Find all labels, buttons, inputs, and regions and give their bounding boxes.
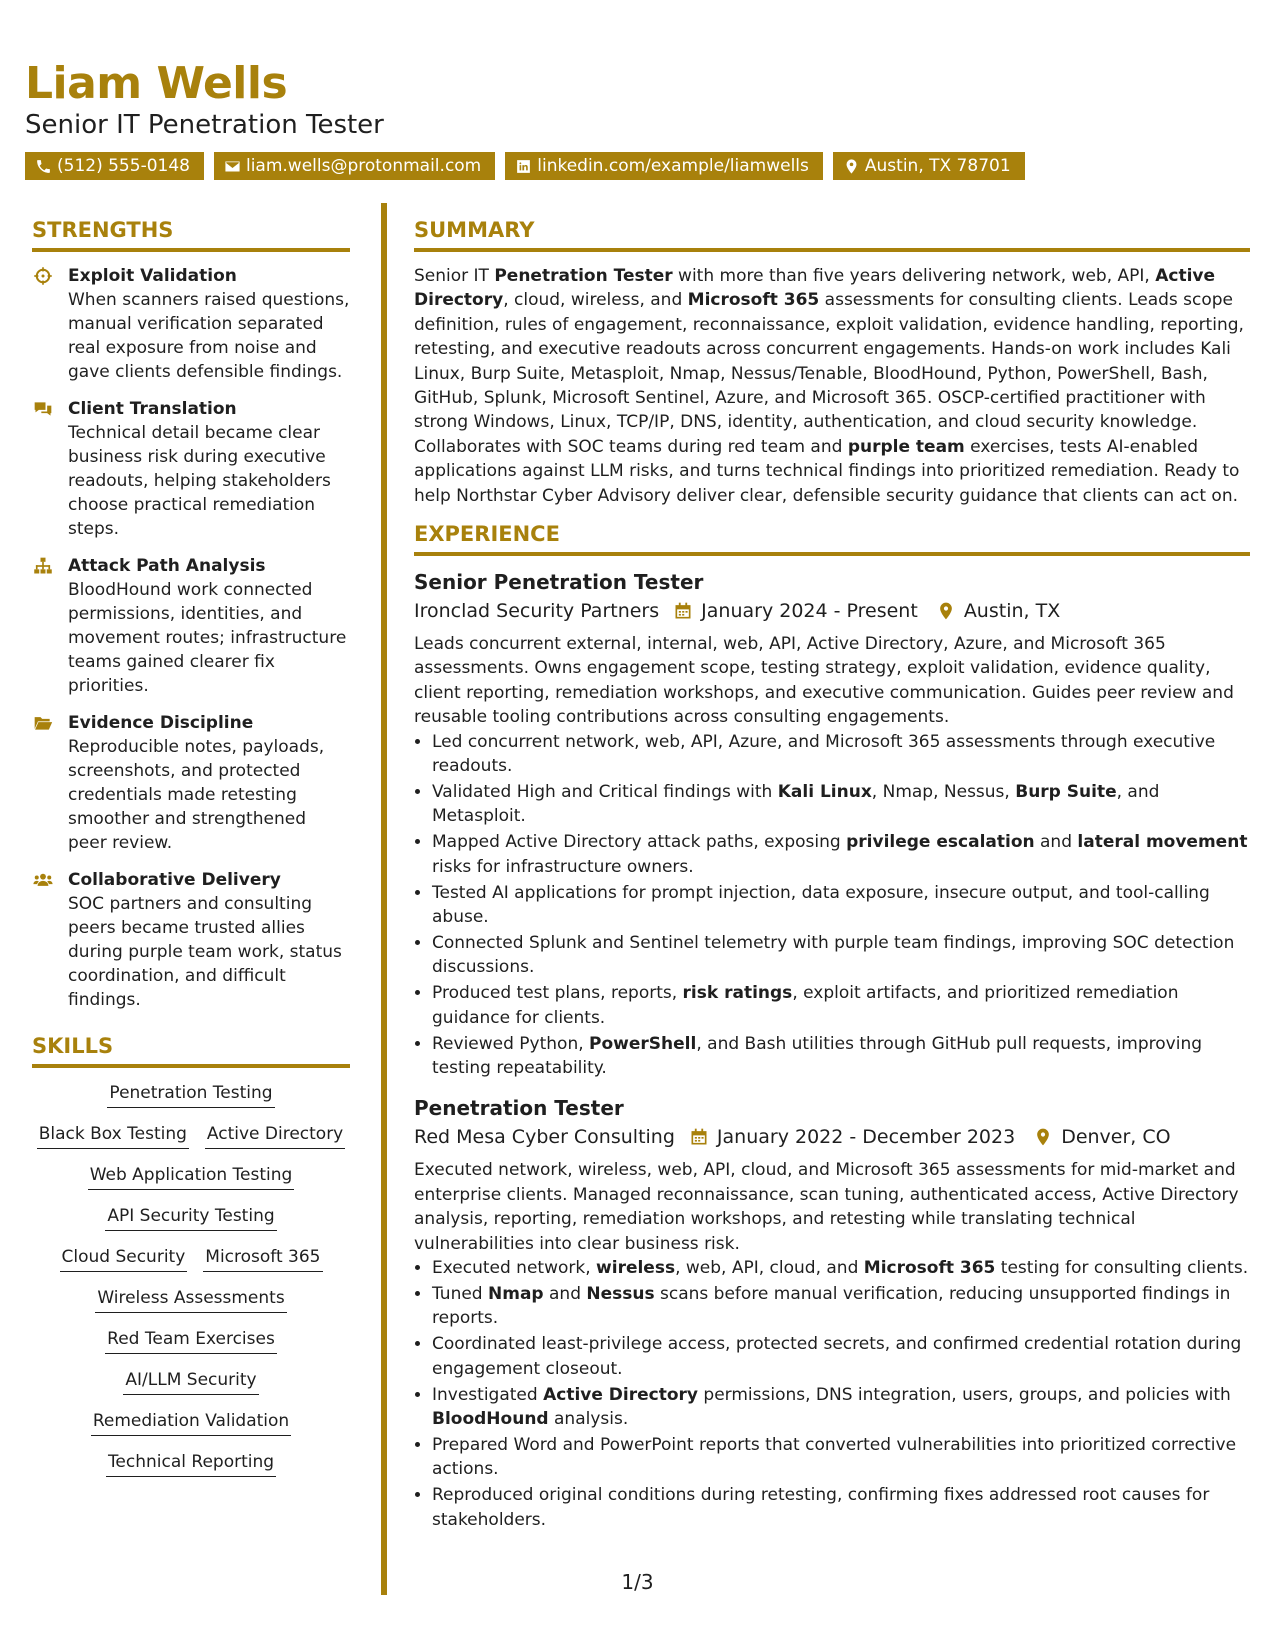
sitemap-icon [32, 556, 54, 576]
strength-desc: When scanners raised questions, manual verification separated real exposure from noise and gave clients defensible findings. [68, 290, 350, 382]
strength-desc: Reproducible notes, payloads, screenshots, and protected credentials made retesting smoother and strengthened peer review. [68, 737, 325, 853]
contact-location-text: Austin, TX 78701 [864, 156, 1011, 176]
users-icon [32, 870, 54, 890]
right-column [414, 218, 1250, 1546]
summary-text [414, 264, 1250, 508]
bullet-item [432, 881, 1250, 930]
calendar-icon [689, 1127, 709, 1147]
calendar-icon [673, 601, 693, 621]
bullet-item [432, 780, 1250, 829]
contact-location [833, 152, 1025, 180]
text-run: Prepared Word and PowerPoint reports that converted vulnerabilities into prioritized corrective actions. [432, 1434, 1237, 1480]
job-company: Ironclad Security Partners [414, 600, 660, 623]
job-entry [414, 568, 1250, 1080]
strength-desc: BloodHound work connected permissions, identities, and movement routes; infrastructure teams gained clearer fix priorities. [68, 580, 347, 696]
job-description: Executed network, wireless, web, API, cloud, and Microsoft 365 assessments for mid-market and enterprise clients. Managed reconnaissance, scan tuning, authenticated access, Active Directory analysis, reporting, remediation workshops, and retesting while translating technical vulnerabilities into clear business risk. [414, 1160, 1239, 1254]
job-title: Penetration Tester [414, 1096, 624, 1121]
skill-tag: Black Box Testing [37, 1121, 189, 1149]
skill-row [32, 1162, 350, 1190]
emphasis-text: Nmap [488, 1283, 544, 1304]
text-run: exercises, tests AI-enabled applications against LLM risks, and turns technical findings into prioritized remediation. Ready to help Northstar Cyber Advisory deliver clear, defensible security guidance that clients can act on. [414, 436, 1240, 506]
emphasis-text: Burp Suite [1015, 782, 1117, 802]
text-run: with more than five years delivering network, web, API, [672, 266, 1156, 286]
contact-email-text: liam.wells@protonmail.com [245, 156, 482, 176]
skill-tag: Wireless Assessments [95, 1285, 286, 1313]
job-bullets [414, 1256, 1250, 1532]
skill-tag: Web Application Testing [88, 1162, 295, 1190]
text-run: Investigated [432, 1384, 544, 1405]
bullet-item [432, 1256, 1250, 1280]
text-run: Coordinated least-privilege access, protected secrets, and confirmed credential rotation during engagement closeout. [432, 1334, 1242, 1379]
text-run: Tuned [432, 1283, 489, 1304]
job-dates: January 2024 - Present [701, 600, 918, 623]
skill-tag: Cloud Security [60, 1244, 188, 1272]
job-bullets [414, 730, 1250, 1081]
bullet-item [432, 981, 1250, 1030]
contact-linkedin-text: linkedin.com/example/liamwells [537, 156, 809, 176]
skill-row [32, 1203, 350, 1231]
job-location: Denver, CO [1061, 1126, 1171, 1149]
text-run: and [1034, 832, 1078, 853]
skills-list [32, 1080, 350, 1477]
job-company: Red Mesa Cyber Consulting [414, 1126, 675, 1149]
column-divider [381, 203, 387, 1595]
skill-row [32, 1326, 350, 1354]
emphasis-text: risk ratings [682, 983, 793, 1004]
text-run: , Nmap, Nessus, [871, 782, 1016, 802]
contact-email[interactable] [214, 152, 495, 180]
bullet-item [432, 1332, 1250, 1381]
strength-title: Collaborative Delivery [68, 870, 281, 890]
strength-title: Evidence Discipline [68, 713, 254, 733]
experience-heading: EXPERIENCE [414, 522, 1250, 556]
left-column [32, 218, 350, 1490]
map-pin-icon [1033, 1127, 1053, 1147]
emphasis-text: wireless [596, 1258, 676, 1278]
skill-tag: Technical Reporting [106, 1449, 276, 1477]
skill-tag: Penetration Testing [107, 1080, 274, 1108]
emphasis-text: Nessus [586, 1283, 655, 1304]
job-description: Leads concurrent external, internal, web, API, Active Directory, Azure, and Microsoft 365 assessments. Owns engagement scope, testing strategy, exploit validation, evidence quality, client reporting, remediation workshops, and executive communication. Guides peer review and reusable tooling contributions across consulting engagements. [414, 634, 1234, 728]
text-run: , web, API, cloud, and [675, 1258, 864, 1278]
emphasis-text: Active Directory [543, 1384, 699, 1405]
contact-phone[interactable] [25, 152, 204, 180]
comments-icon [32, 399, 54, 419]
strength-desc: Technical detail became clear business risk during executive readouts, helping stakeholders choose practical remediation steps. [68, 423, 331, 539]
text-run: and [543, 1283, 587, 1304]
summary-heading: SUMMARY [414, 218, 1250, 252]
emphasis-text: purple team [847, 436, 965, 457]
phone-icon [35, 158, 52, 175]
strength-item [32, 711, 350, 855]
emphasis-text: Penetration Tester [494, 266, 673, 286]
contact-linkedin[interactable] [505, 152, 823, 180]
job-meta [414, 596, 1250, 626]
crosshairs-icon [32, 266, 54, 286]
text-run: permissions, DNS integration, users, groups, and policies with [698, 1384, 1231, 1405]
strength-item [32, 264, 350, 384]
skill-tag: API Security Testing [105, 1203, 276, 1231]
text-run: Validated High and Critical findings with [432, 782, 778, 802]
strength-item [32, 554, 350, 698]
experience-list [414, 568, 1250, 1532]
strength-item [32, 397, 350, 541]
emphasis-text: BloodHound [432, 1408, 549, 1429]
skill-row [32, 1244, 350, 1272]
envelope-icon [224, 158, 241, 175]
text-run: Senior IT [414, 266, 495, 286]
job-entry [414, 1094, 1250, 1532]
map-pin-icon [936, 601, 956, 621]
linkedin-icon [515, 158, 532, 175]
skill-tag: Active Directory [205, 1121, 345, 1149]
skill-row [32, 1449, 350, 1477]
text-run: Led concurrent network, web, API, Azure, and Microsoft 365 assessments through executive readouts. [432, 731, 1216, 777]
text-run: Executed network, [432, 1258, 597, 1278]
text-run: Reviewed Python, [432, 1033, 590, 1054]
contact-bar [25, 152, 1025, 180]
bullet-item [432, 730, 1250, 779]
page-number: 1/3 [621, 1570, 654, 1594]
bullet-item [432, 1383, 1250, 1432]
skills-heading: SKILLS [32, 1034, 350, 1068]
emphasis-text: privilege escalation [846, 832, 1035, 853]
text-run: scans before manual verification, reducing unsupported findings in reports. [432, 1283, 1231, 1329]
skill-row [32, 1367, 350, 1395]
bullet-item [432, 830, 1250, 879]
text-run: Produced test plans, reports, [432, 983, 683, 1004]
text-run: testing for consulting clients. [995, 1258, 1249, 1278]
skill-tag: Red Team Exercises [105, 1326, 277, 1354]
bullet-item [432, 1032, 1250, 1081]
strengths-heading: STRENGTHS [32, 218, 350, 252]
bullet-item [432, 1282, 1250, 1331]
skill-tag: Remediation Validation [91, 1408, 291, 1436]
strength-title: Attack Path Analysis [68, 556, 266, 576]
map-pin-icon [843, 158, 860, 175]
skill-tag: AI/LLM Security [123, 1367, 258, 1395]
text-run: , cloud, wireless, and [503, 290, 688, 311]
text-run: analysis. [548, 1408, 629, 1429]
skill-row [32, 1408, 350, 1436]
emphasis-text: Kali Linux [777, 782, 872, 802]
text-run: assessments for consulting clients. Leads scope definition, rules of engagement, reconnaissance, exploit validation, evidence handling, reporting, retesting, and executive readouts across concurrent engagements. Hands-on work includes Kali Linux, Burp Suite, Metasploit, Nmap, Nessus/Tenable, BloodHound, Python, PowerShell, Bash, GitHub, Splunk, Microsoft Sentinel, Azure, and Microsoft 365. OSCP-certified practitioner with strong Windows, Linux, TCP/IP, DNS, identity, authentication, and cloud security knowledge. Collaborates with SOC teams during red team and [414, 290, 1244, 457]
bullet-item [432, 1433, 1250, 1482]
text-run: risks for infrastructure owners. [432, 856, 694, 877]
bullet-item [432, 931, 1250, 980]
emphasis-text: Active Directory [414, 266, 1216, 311]
strength-desc: SOC partners and consulting peers became trusted allies during purple team work, status coordination, and difficult findings. [68, 894, 342, 1010]
job-location: Austin, TX [963, 600, 1061, 623]
text-run: Mapped Active Directory attack paths, exposing [432, 832, 847, 853]
skill-tag: Microsoft 365 [203, 1244, 322, 1272]
emphasis-text: Microsoft 365 [687, 290, 820, 311]
candidate-name: Liam Wells [25, 58, 288, 109]
skill-row [32, 1080, 350, 1108]
job-meta [414, 1122, 1250, 1152]
skill-row [32, 1285, 350, 1313]
text-run: Reproduced original conditions during retesting, confirming fixes addressed root causes for stakeholders. [432, 1485, 1210, 1530]
contact-phone-text: (512) 555-0148 [57, 156, 190, 176]
strength-item [32, 868, 350, 1012]
folder-open-icon [32, 713, 54, 733]
text-run: Tested AI applications for prompt injection, data exposure, insecure output, and tool-calling abuse. [432, 882, 1210, 928]
bullet-item [432, 1483, 1250, 1532]
text-run: , and Bash utilities through GitHub pull requests, improving testing repeatability. [432, 1033, 1203, 1078]
emphasis-text: lateral movement [1077, 832, 1248, 853]
strength-title: Exploit Validation [68, 266, 237, 286]
skill-row [32, 1121, 350, 1149]
strength-title: Client Translation [68, 399, 237, 419]
job-dates: January 2022 - December 2023 [716, 1126, 1016, 1149]
emphasis-text: PowerShell [589, 1033, 697, 1054]
text-run: , and Metasploit. [432, 782, 1160, 827]
candidate-role: Senior IT Penetration Tester [25, 110, 384, 140]
text-run: Connected Splunk and Sentinel telemetry with purple team findings, improving SOC detection discussions. [432, 932, 1235, 978]
text-run: , exploit artifacts, and prioritized remediation guidance for clients. [432, 983, 1179, 1028]
emphasis-text: Microsoft 365 [863, 1258, 996, 1278]
job-title: Senior Penetration Tester [414, 570, 704, 595]
